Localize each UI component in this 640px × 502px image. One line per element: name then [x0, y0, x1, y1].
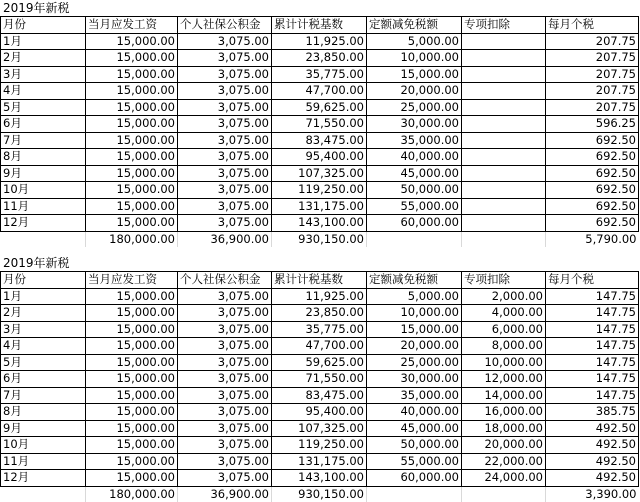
value-cell[interactable]: 15,000.00	[86, 149, 178, 166]
value-cell[interactable]: 147.75	[546, 371, 639, 388]
month-cell[interactable]: 2月	[1, 305, 86, 322]
value-cell[interactable]: 45,000.00	[367, 165, 462, 182]
value-cell[interactable]: 3,075.00	[178, 371, 272, 388]
value-cell[interactable]: 35,000.00	[367, 387, 462, 404]
value-cell[interactable]: 55,000.00	[367, 198, 462, 215]
value-cell[interactable]: 71,550.00	[272, 371, 367, 388]
value-cell[interactable]	[462, 83, 546, 100]
value-cell[interactable]: 83,475.00	[272, 132, 367, 149]
value-cell[interactable]: 8,000.00	[462, 338, 546, 355]
value-cell[interactable]: 15,000.00	[86, 354, 178, 371]
column-header-cell[interactable]: 个人社保公积金	[178, 17, 272, 34]
value-cell[interactable]: 107,325.00	[272, 420, 367, 437]
value-cell[interactable]: 59,625.00	[272, 354, 367, 371]
value-cell[interactable]: 4,000.00	[462, 305, 546, 322]
value-cell[interactable]: 3,075.00	[178, 198, 272, 215]
value-cell[interactable]: 55,000.00	[367, 453, 462, 470]
table-row	[1, 33, 639, 50]
month-cell[interactable]: 7月	[1, 387, 86, 404]
value-cell[interactable]: 15,000.00	[86, 83, 178, 100]
value-cell[interactable]: 35,775.00	[272, 321, 367, 338]
value-cell[interactable]: 30,000.00	[367, 371, 462, 388]
value-cell[interactable]: 15,000.00	[86, 66, 178, 83]
value-cell[interactable]: 47,700.00	[272, 83, 367, 100]
value-cell[interactable]: 24,000.00	[462, 470, 546, 487]
table-row	[1, 338, 639, 355]
empty-row-gap	[0, 237, 640, 255]
table-row	[1, 437, 639, 454]
value-cell[interactable]: 143,100.00	[272, 470, 367, 487]
value-cell[interactable]: 3,075.00	[178, 149, 272, 166]
month-cell[interactable]: 4月	[1, 338, 86, 355]
tax-table-without-deductions	[0, 16, 639, 247]
value-cell[interactable]: 692.50	[546, 182, 639, 199]
value-cell[interactable]: 15,000.00	[86, 470, 178, 487]
month-cell[interactable]: 10月	[1, 182, 86, 199]
value-cell[interactable]: 14,000.00	[462, 387, 546, 404]
value-cell[interactable]: 35,000.00	[367, 132, 462, 149]
table-row	[1, 50, 639, 67]
value-cell[interactable]: 23,850.00	[272, 305, 367, 322]
value-cell[interactable]: 492.50	[546, 437, 639, 454]
value-cell[interactable]	[462, 50, 546, 67]
value-cell[interactable]: 3,075.00	[178, 50, 272, 67]
value-cell[interactable]: 3,075.00	[178, 437, 272, 454]
month-cell[interactable]: 6月	[1, 116, 86, 133]
value-cell[interactable]: 3,075.00	[178, 215, 272, 232]
value-cell[interactable]: 3,075.00	[178, 83, 272, 100]
value-cell[interactable]: 10,000.00	[367, 305, 462, 322]
table-title[interactable]: 2019年新税	[3, 1, 70, 15]
month-cell[interactable]: 6月	[1, 371, 86, 388]
value-cell[interactable]: 5,000.00	[367, 33, 462, 50]
total-cell[interactable]: 930,150.00	[272, 231, 367, 247]
value-cell[interactable]: 95,400.00	[272, 149, 367, 166]
value-cell[interactable]: 15,000.00	[86, 215, 178, 232]
value-cell[interactable]: 147.75	[546, 387, 639, 404]
value-cell[interactable]: 10,000.00	[367, 50, 462, 67]
value-cell[interactable]	[462, 198, 546, 215]
value-cell[interactable]: 147.75	[546, 321, 639, 338]
value-cell[interactable]: 15,000.00	[86, 371, 178, 388]
value-cell[interactable]	[462, 132, 546, 149]
value-cell[interactable]: 20,000.00	[367, 338, 462, 355]
value-cell[interactable]: 3,075.00	[178, 321, 272, 338]
month-cell[interactable]: 9月	[1, 420, 86, 437]
column-header-cell[interactable]: 当月应发工资	[86, 17, 178, 34]
totals-row	[1, 486, 639, 502]
total-cell[interactable]: 36,900.00	[178, 486, 272, 502]
value-cell[interactable]	[462, 66, 546, 83]
column-header-cell[interactable]: 定额减免税额	[367, 17, 462, 34]
value-cell[interactable]: 50,000.00	[367, 437, 462, 454]
value-cell[interactable]: 15,000.00	[86, 50, 178, 67]
value-cell[interactable]: 15,000.00	[86, 33, 178, 50]
value-cell[interactable]: 6,000.00	[462, 321, 546, 338]
table-row	[1, 99, 639, 116]
value-cell[interactable]	[462, 116, 546, 133]
column-header-cell[interactable]: 月份	[1, 272, 86, 289]
value-cell[interactable]: 35,775.00	[272, 66, 367, 83]
value-cell[interactable]: 3,075.00	[178, 404, 272, 421]
value-cell[interactable]: 40,000.00	[367, 149, 462, 166]
value-cell[interactable]: 3,075.00	[178, 99, 272, 116]
value-cell[interactable]: 15,000.00	[86, 387, 178, 404]
month-cell[interactable]: 7月	[1, 132, 86, 149]
value-cell[interactable]: 692.50	[546, 132, 639, 149]
total-cell[interactable]: 3,390.00	[546, 486, 639, 502]
month-cell[interactable]: 12月	[1, 470, 86, 487]
month-cell[interactable]: 9月	[1, 165, 86, 182]
total-cell[interactable]: 180,000.00	[86, 486, 178, 502]
column-header-cell[interactable]: 专项扣除	[462, 17, 546, 34]
value-cell[interactable]: 15,000.00	[86, 420, 178, 437]
table-row	[1, 132, 639, 149]
month-cell[interactable]: 1月	[1, 33, 86, 50]
value-cell[interactable]: 492.50	[546, 420, 639, 437]
table-row	[1, 470, 639, 487]
value-cell[interactable]: 131,175.00	[272, 453, 367, 470]
value-cell[interactable]: 3,075.00	[178, 288, 272, 305]
value-cell[interactable]: 107,325.00	[272, 165, 367, 182]
header-row	[1, 17, 639, 34]
value-cell[interactable]: 30,000.00	[367, 116, 462, 133]
value-cell[interactable]	[462, 182, 546, 199]
value-cell[interactable]: 15,000.00	[86, 305, 178, 322]
value-cell[interactable]: 119,250.00	[272, 437, 367, 454]
month-cell[interactable]: 4月	[1, 83, 86, 100]
column-header-cell[interactable]: 当月应发工资	[86, 272, 178, 289]
value-cell[interactable]: 12,000.00	[462, 371, 546, 388]
month-cell[interactable]: 8月	[1, 149, 86, 166]
table-row	[1, 321, 639, 338]
month-cell[interactable]: 11月	[1, 198, 86, 215]
table-title[interactable]: 2019年新税	[3, 256, 70, 270]
value-cell[interactable]: 16,000.00	[462, 404, 546, 421]
table-row	[1, 453, 639, 470]
table-row	[1, 165, 639, 182]
column-header-cell[interactable]: 累计计税基数	[272, 17, 367, 34]
value-cell[interactable]: 492.50	[546, 453, 639, 470]
value-cell[interactable]: 207.75	[546, 66, 639, 83]
value-cell[interactable]: 3,075.00	[178, 116, 272, 133]
value-cell[interactable]: 3,075.00	[178, 354, 272, 371]
value-cell[interactable]: 15,000.00	[86, 437, 178, 454]
month-cell[interactable]: 2月	[1, 50, 86, 67]
column-header-cell[interactable]: 定额减免税额	[367, 272, 462, 289]
month-cell[interactable]: 10月	[1, 437, 86, 454]
value-cell[interactable]: 492.50	[546, 470, 639, 487]
month-cell[interactable]: 8月	[1, 404, 86, 421]
value-cell[interactable]	[462, 165, 546, 182]
table-row	[1, 182, 639, 199]
column-header-cell[interactable]: 每月个税	[546, 272, 639, 289]
column-header-cell[interactable]: 累计计税基数	[272, 272, 367, 289]
value-cell[interactable]: 11,925.00	[272, 33, 367, 50]
value-cell[interactable]: 20,000.00	[367, 83, 462, 100]
value-cell[interactable]: 95,400.00	[272, 404, 367, 421]
value-cell[interactable]: 147.75	[546, 354, 639, 371]
value-cell[interactable]: 207.75	[546, 50, 639, 67]
value-cell[interactable]: 692.50	[546, 215, 639, 232]
value-cell[interactable]: 23,850.00	[272, 50, 367, 67]
value-cell[interactable]: 692.50	[546, 165, 639, 182]
value-cell[interactable]: 3,075.00	[178, 387, 272, 404]
month-cell[interactable]: 3月	[1, 66, 86, 83]
value-cell[interactable]: 15,000.00	[86, 182, 178, 199]
value-cell[interactable]: 25,000.00	[367, 354, 462, 371]
value-cell[interactable]	[462, 99, 546, 116]
value-cell[interactable]: 3,075.00	[178, 305, 272, 322]
column-header-cell[interactable]: 月份	[1, 17, 86, 34]
table-row	[1, 387, 639, 404]
table-row	[1, 66, 639, 83]
value-cell[interactable]: 15,000.00	[86, 338, 178, 355]
total-cell[interactable]: 930,150.00	[272, 486, 367, 502]
value-cell[interactable]: 15,000.00	[367, 321, 462, 338]
value-cell[interactable]: 207.75	[546, 99, 639, 116]
value-cell[interactable]: 22,000.00	[462, 453, 546, 470]
value-cell[interactable]: 50,000.00	[367, 182, 462, 199]
value-cell[interactable]: 45,000.00	[367, 420, 462, 437]
value-cell[interactable]: 131,175.00	[272, 198, 367, 215]
value-cell[interactable]: 207.75	[546, 83, 639, 100]
table-row	[1, 354, 639, 371]
value-cell[interactable]: 60,000.00	[367, 470, 462, 487]
value-cell[interactable]: 147.75	[546, 305, 639, 322]
value-cell[interactable]: 3,075.00	[178, 470, 272, 487]
value-cell[interactable]: 3,075.00	[178, 66, 272, 83]
value-cell[interactable]: 385.75	[546, 404, 639, 421]
table-row	[1, 83, 639, 100]
value-cell[interactable]: 25,000.00	[367, 99, 462, 116]
value-cell[interactable]: 15,000.00	[86, 453, 178, 470]
value-cell[interactable]: 692.50	[546, 198, 639, 215]
value-cell[interactable]: 15,000.00	[86, 198, 178, 215]
value-cell[interactable]: 15,000.00	[86, 132, 178, 149]
value-cell[interactable]: 47,700.00	[272, 338, 367, 355]
table-row	[1, 371, 639, 388]
table-row	[1, 288, 639, 305]
value-cell[interactable]: 59,625.00	[272, 99, 367, 116]
value-cell[interactable]: 15,000.00	[86, 288, 178, 305]
value-cell[interactable]: 147.75	[546, 338, 639, 355]
month-cell[interactable]: 11月	[1, 453, 86, 470]
value-cell[interactable]: 18,000.00	[462, 420, 546, 437]
value-cell[interactable]: 207.75	[546, 33, 639, 50]
total-cell[interactable]: 36,900.00	[178, 231, 272, 247]
value-cell[interactable]: 15,000.00	[86, 321, 178, 338]
total-cell[interactable]	[462, 486, 546, 502]
header-row	[1, 272, 639, 289]
value-cell[interactable]	[462, 149, 546, 166]
value-cell[interactable]: 3,075.00	[178, 165, 272, 182]
value-cell[interactable]: 3,075.00	[178, 132, 272, 149]
value-cell[interactable]: 11,925.00	[272, 288, 367, 305]
value-cell[interactable]: 3,075.00	[178, 33, 272, 50]
column-header-cell[interactable]: 每月个税	[546, 17, 639, 34]
value-cell[interactable]: 71,550.00	[272, 116, 367, 133]
table-row	[1, 420, 639, 437]
value-cell[interactable]: 119,250.00	[272, 182, 367, 199]
value-cell[interactable]: 15,000.00	[86, 165, 178, 182]
value-cell[interactable]: 83,475.00	[272, 387, 367, 404]
total-cell[interactable]	[1, 486, 86, 502]
value-cell[interactable]: 3,075.00	[178, 420, 272, 437]
month-cell[interactable]: 3月	[1, 321, 86, 338]
column-header-cell[interactable]: 个人社保公积金	[178, 272, 272, 289]
value-cell[interactable]: 15,000.00	[86, 99, 178, 116]
value-cell[interactable]: 692.50	[546, 149, 639, 166]
value-cell[interactable]: 20,000.00	[462, 437, 546, 454]
table-row	[1, 116, 639, 133]
month-cell[interactable]: 5月	[1, 99, 86, 116]
table-row	[1, 305, 639, 322]
value-cell[interactable]: 5,000.00	[367, 288, 462, 305]
month-cell[interactable]: 5月	[1, 354, 86, 371]
total-cell[interactable]: 180,000.00	[86, 231, 178, 247]
value-cell[interactable]: 147.75	[546, 288, 639, 305]
value-cell[interactable]: 3,075.00	[178, 182, 272, 199]
value-cell[interactable]: 596.25	[546, 116, 639, 133]
table-row	[1, 404, 639, 421]
table-row	[1, 198, 639, 215]
value-cell[interactable]: 40,000.00	[367, 404, 462, 421]
total-cell[interactable]	[367, 486, 462, 502]
value-cell[interactable]: 143,100.00	[272, 215, 367, 232]
month-cell[interactable]: 12月	[1, 215, 86, 232]
column-header-cell[interactable]: 专项扣除	[462, 272, 546, 289]
value-cell[interactable]: 3,075.00	[178, 453, 272, 470]
table-row	[1, 215, 639, 232]
table-row	[1, 149, 639, 166]
value-cell[interactable]: 3,075.00	[178, 338, 272, 355]
value-cell[interactable]: 15,000.00	[367, 66, 462, 83]
value-cell[interactable]	[462, 33, 546, 50]
value-cell[interactable]: 60,000.00	[367, 215, 462, 232]
total-cell[interactable]: 5,790.00	[546, 231, 639, 247]
value-cell[interactable]: 2,000.00	[462, 288, 546, 305]
value-cell[interactable]: 15,000.00	[86, 116, 178, 133]
month-cell[interactable]: 1月	[1, 288, 86, 305]
tax-table-with-deductions	[0, 271, 639, 502]
value-cell[interactable]: 10,000.00	[462, 354, 546, 371]
value-cell[interactable]: 15,000.00	[86, 404, 178, 421]
value-cell[interactable]	[462, 215, 546, 232]
